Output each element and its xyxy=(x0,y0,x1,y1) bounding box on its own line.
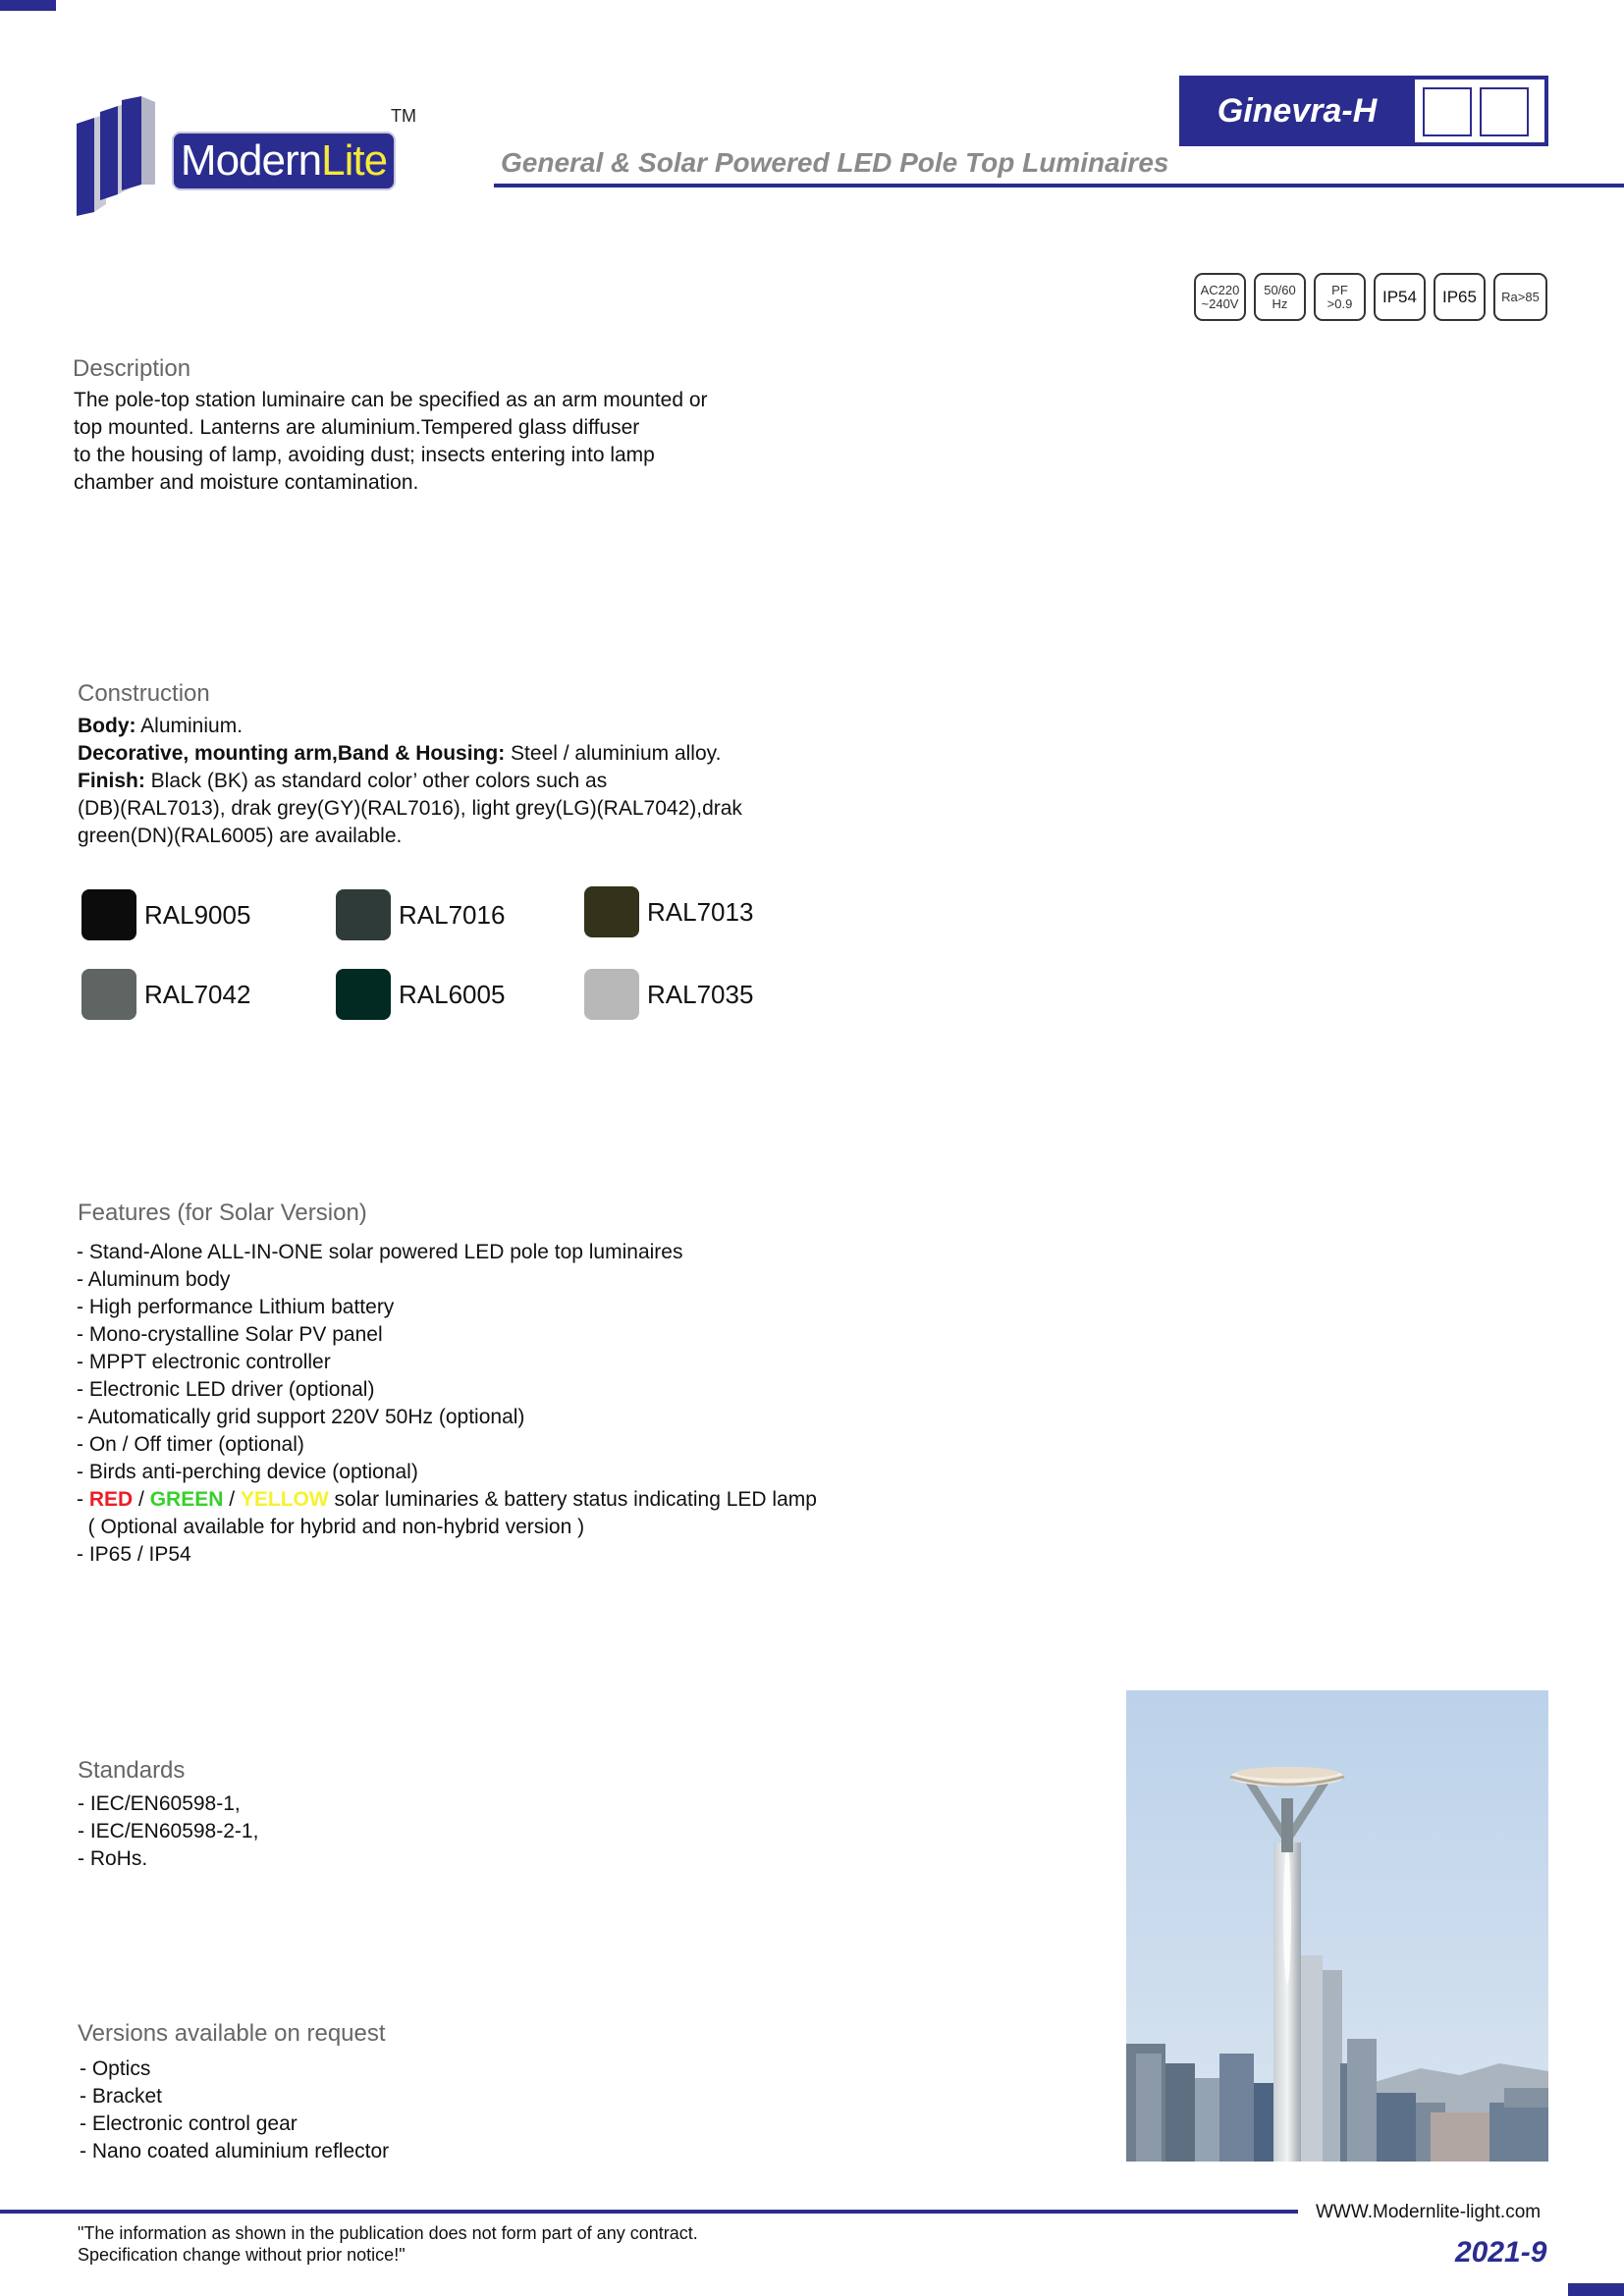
badge-ip54: IP54 xyxy=(1374,273,1426,321)
construction-text xyxy=(78,713,742,850)
swatch-label: RAL7042 xyxy=(144,979,251,1009)
status-green: GREEN xyxy=(149,1488,224,1511)
status-sep: / xyxy=(223,1488,241,1511)
description-text xyxy=(74,387,708,497)
swatch-label: RAL7013 xyxy=(647,896,754,927)
standards-title: Standards xyxy=(78,1757,186,1784)
swatch-ral6005 xyxy=(336,969,505,1020)
swatch-ral7013 xyxy=(584,886,753,937)
list-item: - Stand-Alone ALL-IN-ONE solar powered LED pole top luminaires xyxy=(77,1241,683,1263)
construction-arm xyxy=(78,740,742,768)
list-item: - Birds anti-perching device (optional) xyxy=(77,1461,418,1483)
footer-disclaimer xyxy=(78,2222,698,2266)
title-square-right xyxy=(1480,87,1529,136)
construction-body xyxy=(78,713,742,740)
color-swatch xyxy=(336,969,391,1020)
footer-url: WWW.Modernlite-light.com xyxy=(1316,2202,1542,2222)
features-list xyxy=(77,1239,817,1569)
status-red: RED xyxy=(88,1488,134,1511)
body-label: Body: xyxy=(78,715,136,737)
arm-label: Decorative, mounting arm,Band & Housing: xyxy=(78,742,506,765)
logo-wordmark xyxy=(172,132,396,190)
status-yellow: YELLOW xyxy=(240,1488,329,1511)
swatch-ral7042 xyxy=(81,969,250,1020)
disclaimer-line: Specification change without prior notice!" xyxy=(78,2245,406,2265)
status-note: ( Optional available for hybrid and non-hybrid version ) xyxy=(77,1516,585,1538)
versions-title: Versions available on request xyxy=(78,2020,386,2047)
list-item: - On / Off timer (optional) xyxy=(77,1433,304,1456)
list-item: - Optics xyxy=(80,2057,151,2080)
brand-logo xyxy=(77,96,420,216)
badge-power-factor: PF >0.9 xyxy=(1314,273,1366,321)
product-photo xyxy=(1126,1690,1548,2162)
list-item: - IEC/EN60598-2-1, xyxy=(78,1820,259,1842)
color-swatch xyxy=(81,969,136,1020)
swatch-label: RAL6005 xyxy=(399,979,506,1009)
list-item: - Electronic LED driver (optional) xyxy=(77,1378,375,1401)
swatch-label: RAL9005 xyxy=(144,899,251,930)
finish-label: Finish: xyxy=(78,770,145,792)
logo-text-lite: Lite xyxy=(321,136,388,185)
color-swatch xyxy=(336,889,391,940)
logo-mark-icon xyxy=(77,96,175,216)
disclaimer-line: "The information as shown in the publication does not form part of any contract. xyxy=(78,2223,698,2243)
badge-frequency: 50/60 Hz xyxy=(1254,273,1306,321)
construction-title: Construction xyxy=(78,680,210,707)
status-prefix: - xyxy=(77,1488,89,1511)
swatch-label: RAL7016 xyxy=(399,899,506,930)
description-line: to the housing of lamp, avoiding dust; insects entering into lamp xyxy=(74,444,655,466)
description-line: chamber and moisture contamination. xyxy=(74,471,419,494)
page-subtitle: General & Solar Powered LED Pole Top Luminaires xyxy=(501,147,1169,178)
title-square-left xyxy=(1423,87,1472,136)
product-name: Ginevra-H xyxy=(1217,91,1378,130)
badge-ip65: IP65 xyxy=(1434,273,1486,321)
product-title-box xyxy=(1179,76,1548,146)
publication-date: 2021-9 xyxy=(1455,2236,1547,2269)
finish-line-2: (DB)(RAL7013), drak grey(GY)(RAL7016), light grey(LG)(RAL7042),drak xyxy=(78,797,742,820)
badge-voltage: AC220 ~240V xyxy=(1194,273,1246,321)
list-item: - IP65 / IP54 xyxy=(77,1543,191,1566)
finish-line-3: green(DN)(RAL6005) are available. xyxy=(78,825,403,847)
list-item: - Nano coated aluminium reflector xyxy=(80,2140,390,2163)
versions-list xyxy=(80,2056,389,2165)
corner-mark-bottom xyxy=(1568,2283,1624,2296)
list-item: - High performance Lithium battery xyxy=(77,1296,395,1318)
features-title: Features (for Solar Version) xyxy=(78,1200,367,1226)
badge-ra: Ra>85 xyxy=(1493,273,1547,321)
description-title: Description xyxy=(73,355,191,382)
list-item: - RoHs. xyxy=(78,1847,148,1870)
list-item: - Automatically grid support 220V 50Hz (optional) xyxy=(77,1406,525,1428)
title-box-insert xyxy=(1415,80,1544,142)
swatch-ral7016 xyxy=(336,889,505,940)
list-item: - Electronic control gear xyxy=(80,2112,298,2135)
standards-list xyxy=(78,1790,258,1873)
list-item: - Bracket xyxy=(80,2085,163,2108)
swatch-label: RAL7035 xyxy=(647,979,754,1009)
swatch-ral7035 xyxy=(584,969,753,1020)
status-suffix: solar luminaries & battery status indicating LED lamp xyxy=(328,1488,817,1511)
trademark-symbol: TM xyxy=(391,106,416,126)
list-item: - Aluminum body xyxy=(77,1268,231,1291)
footer-divider xyxy=(0,2210,1298,2214)
spec-badges xyxy=(1194,273,1547,321)
list-item: - IEC/EN60598-1, xyxy=(78,1792,241,1815)
swatch-ral9005 xyxy=(81,889,250,940)
arm-value: Steel / aluminium alloy. xyxy=(505,742,722,765)
construction-finish xyxy=(78,768,742,795)
color-swatch xyxy=(584,969,639,1020)
list-item-status-lamp xyxy=(77,1486,817,1514)
logo-text-modern: Modern xyxy=(180,136,322,185)
corner-mark-top xyxy=(0,0,56,11)
list-item: - MPPT electronic controller xyxy=(77,1351,331,1373)
body-value: Aluminium. xyxy=(135,715,244,737)
status-sep: / xyxy=(133,1488,150,1511)
color-swatch xyxy=(584,886,639,937)
color-swatch xyxy=(81,889,136,940)
description-line: top mounted. Lanterns are aluminium.Tempered glass diffuser xyxy=(74,416,640,439)
list-item: - Mono-crystalline Solar PV panel xyxy=(77,1323,383,1346)
finish-value: Black (BK) as standard color’ other colors such as xyxy=(144,770,608,792)
description-line: The pole-top station luminaire can be specified as an arm mounted or xyxy=(74,389,708,411)
header-divider xyxy=(494,184,1624,187)
